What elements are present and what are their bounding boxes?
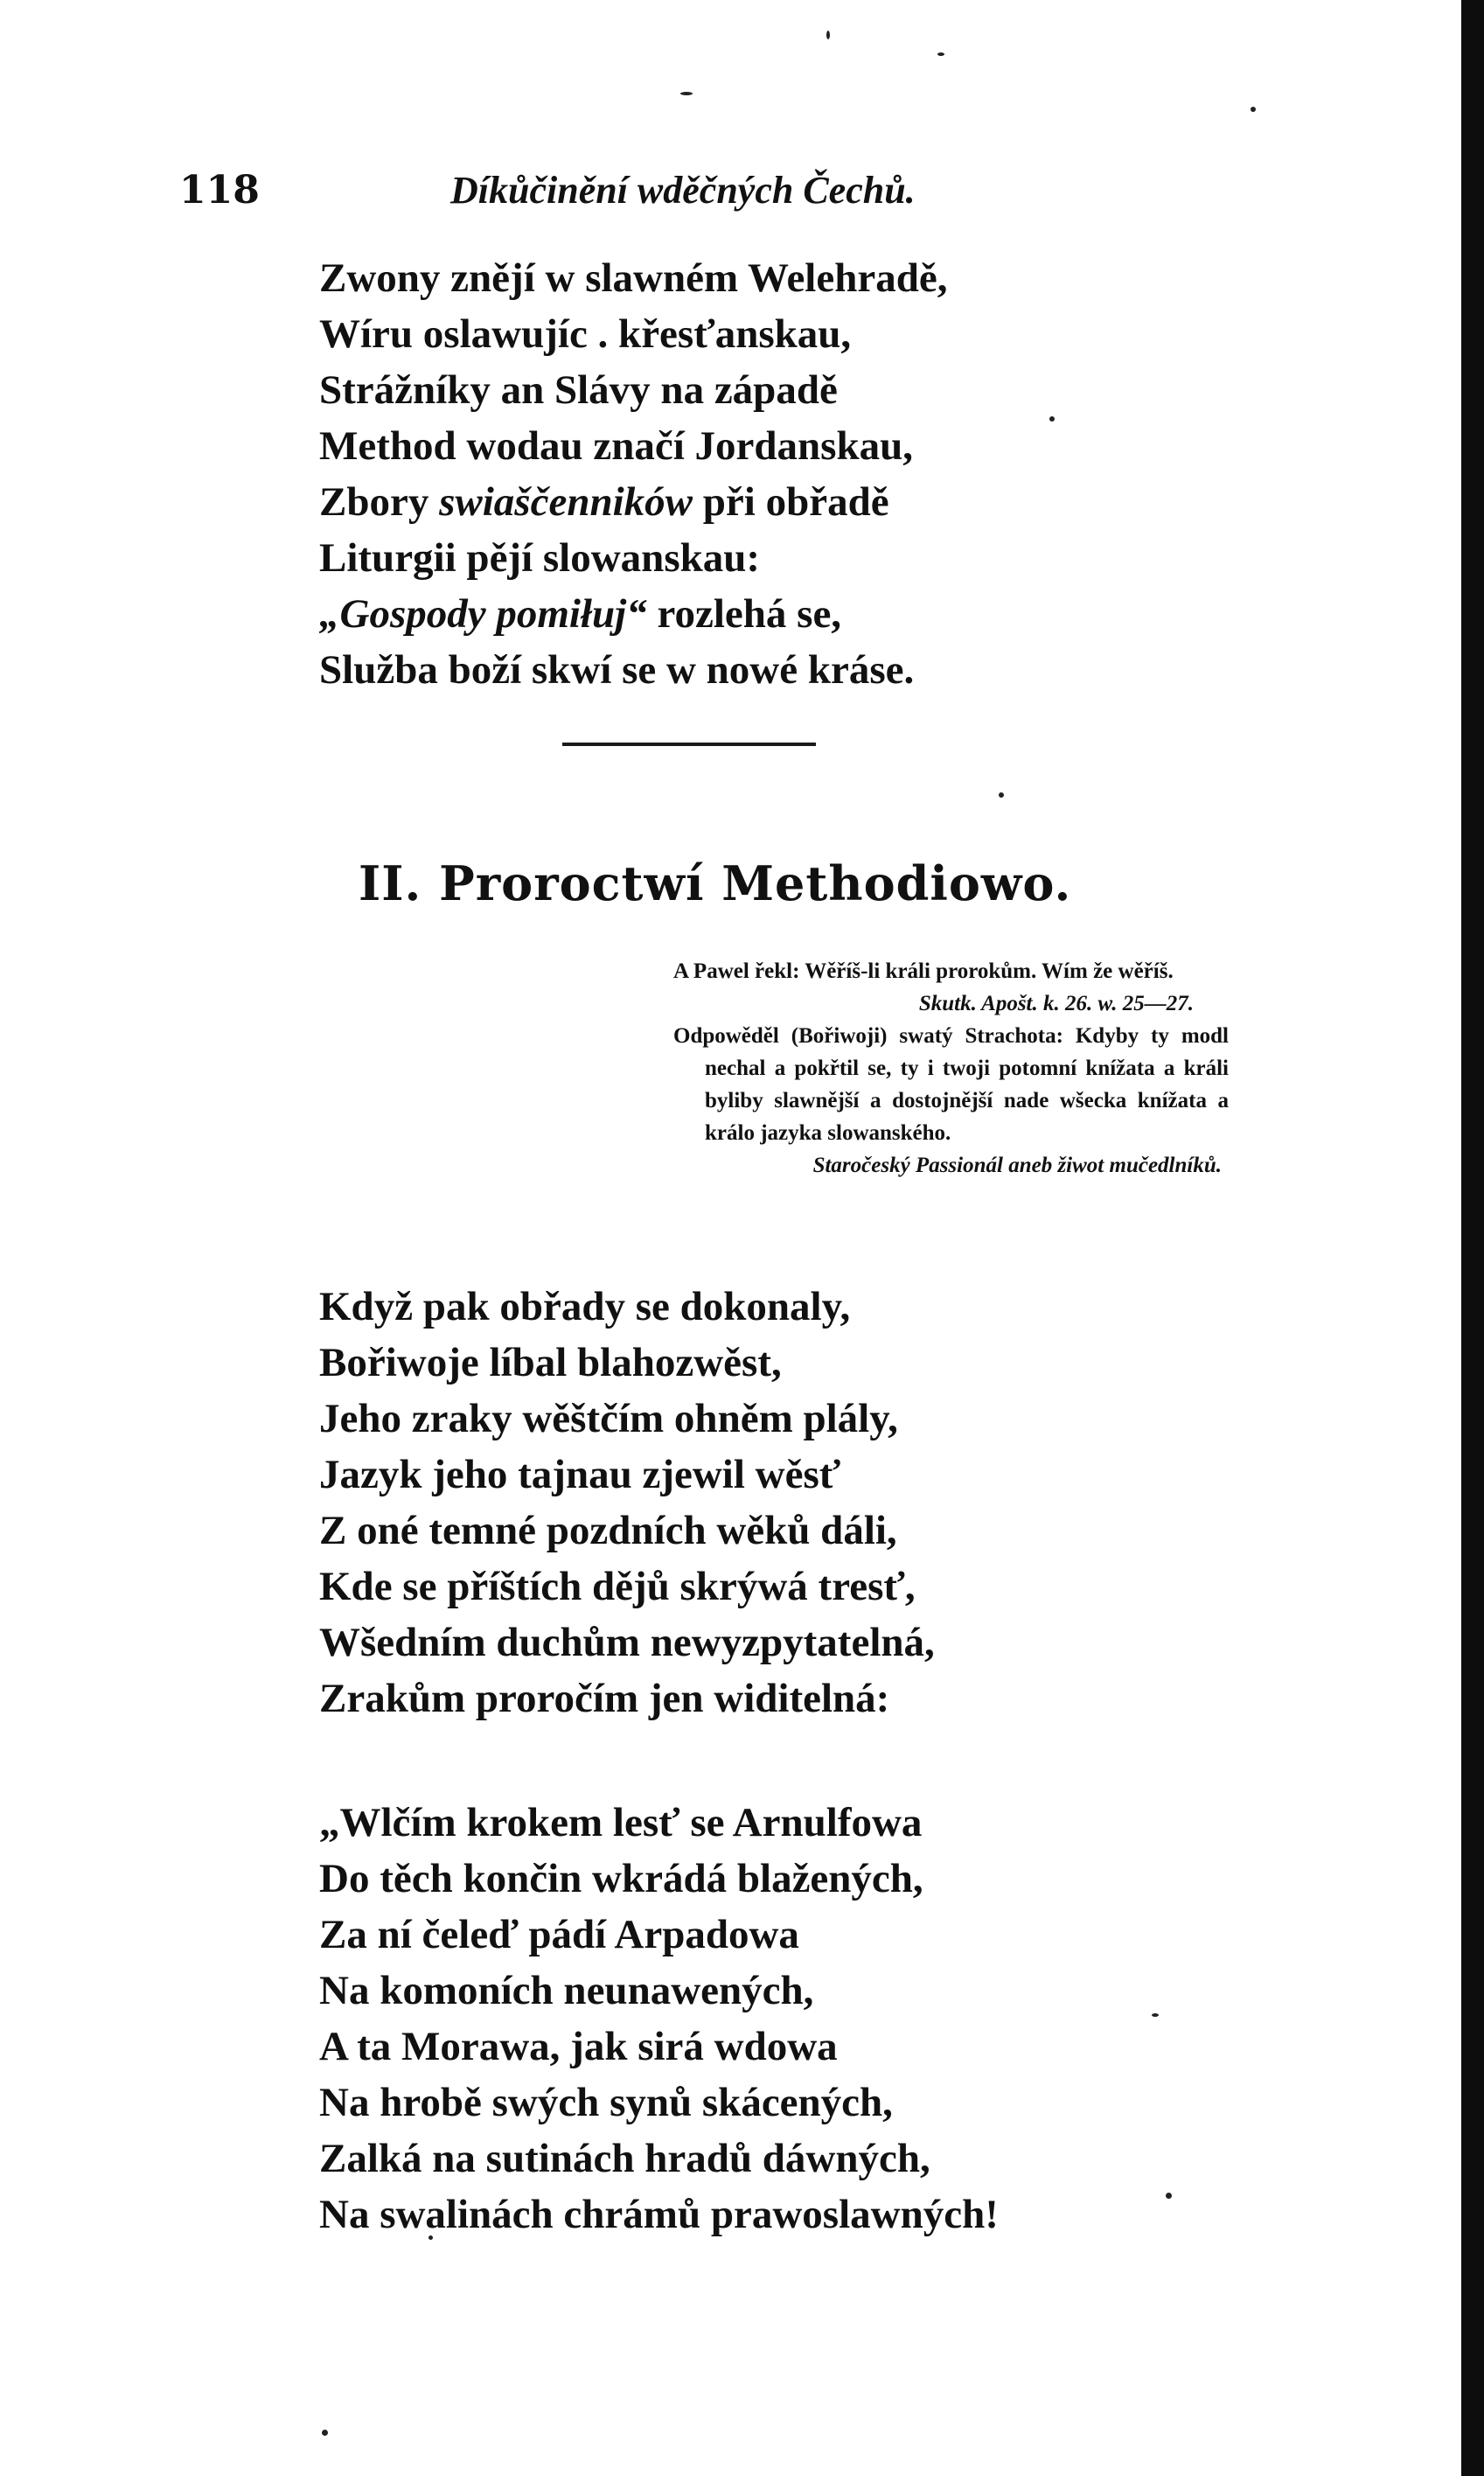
scan-speck: [322, 2430, 328, 2436]
page-header: [179, 164, 949, 217]
verse-line: Zrakům proročím jen widitelná:: [319, 1676, 890, 1721]
verse-line: Strážníky an Slávy na západě: [319, 367, 838, 413]
verse-line: Jeho zraky wěštčím ohněm plály,: [319, 1396, 898, 1441]
verse-line: Method wodau značí Jordanskau,: [319, 423, 913, 469]
epigraph-quote: A Pawel řekl: Wěříš-li králi prorokům. Wím že wěříš.: [673, 959, 1174, 983]
verse-line: [319, 474, 947, 530]
page-number: 118: [179, 168, 260, 213]
epigraph-source: Skutk. Apošt. k. 26. w. 25—27.: [918, 992, 1194, 1015]
verse-line: Na hrobě swých synů skácených,: [319, 2080, 893, 2125]
stanza-1: [319, 250, 947, 698]
scan-speck: [1166, 2193, 1172, 2199]
stanza-3: [319, 1795, 999, 2242]
verse-line: Z oné temné pozdních wěků dáli,: [319, 1508, 897, 1553]
verse-italic-text: „Gospody pomiłuj“: [319, 591, 647, 637]
verse-line: Jazyk jeho tajnau zjewil wěsť: [319, 1452, 841, 1497]
epigraph-source: Staročeský Passionál aneb žiwot mučedlníků.: [812, 1154, 1222, 1177]
verse-text: při obřadě: [693, 479, 889, 525]
scan-speck: [826, 31, 830, 39]
verse-italic-text: swiaščenników: [439, 479, 693, 525]
section-heading: II. Proroctwí Methodiowo.: [359, 855, 1072, 911]
verse-line: Wíru oslawujíc . křesťanskau,: [319, 311, 852, 357]
verse-line: Na swalinách chrámů prawoslawných!: [319, 2192, 999, 2237]
scan-speck: [680, 92, 693, 95]
verse-line: Služba boží skwí se w nowé kráse.: [319, 647, 915, 693]
scan-speck: [1152, 2013, 1159, 2017]
verse-line: A ta Morawa, jak sirá wdowa: [319, 2024, 838, 2069]
scan-speck: [999, 792, 1004, 798]
section-divider: [562, 743, 816, 746]
verse-line: Bořiwoje líbal blahozwěst,: [319, 1340, 782, 1385]
page-edge-border: [1461, 0, 1484, 2476]
scan-speck: [1251, 107, 1256, 112]
running-title: Díkůčinění wděčných Čechů.: [450, 169, 916, 212]
verse-line: Do těch končin wkrádá blažených,: [319, 1856, 923, 1901]
stanza-2: [319, 1279, 935, 1726]
verse-line: Zwony znějí w slawném Welehradě,: [319, 255, 948, 301]
verse-line: Na komoních neunawených,: [319, 1968, 814, 2013]
verse-text: rozlehá se,: [646, 591, 842, 637]
verse-line: Wšedním duchům newyzpytatelná,: [319, 1620, 935, 1665]
epigraph-quote: Odpowěděl (Bořiwoji) swatý Strachota: Kdyby ty modl nechal a pokřtil se, ty i twoji potomní knížata a králi byliby slawnější a dostojnější nade wšecka knížata a králo jazyka slowanského.: [673, 1024, 1229, 1145]
verse-line: [319, 586, 947, 642]
verse-line: Liturgii pějí slowanskau:: [319, 535, 761, 581]
verse-line: Za ní čeleď pádí Arpadowa: [319, 1912, 799, 1957]
epigraph: [673, 955, 1229, 1182]
scan-speck: [1049, 416, 1055, 422]
scan-speck: [937, 52, 944, 56]
verse-line: „Wlčím krokem lesť se Arnulfowa: [319, 1800, 923, 1845]
verse-line: Zalká na sutinách hradů dáwných,: [319, 2136, 930, 2181]
verse-line: Kde se příštích dějů skrýwá tresť,: [319, 1564, 916, 1609]
verse-text: Zbory: [319, 479, 440, 525]
verse-line: Když pak obřady se dokonaly,: [319, 1284, 851, 1329]
